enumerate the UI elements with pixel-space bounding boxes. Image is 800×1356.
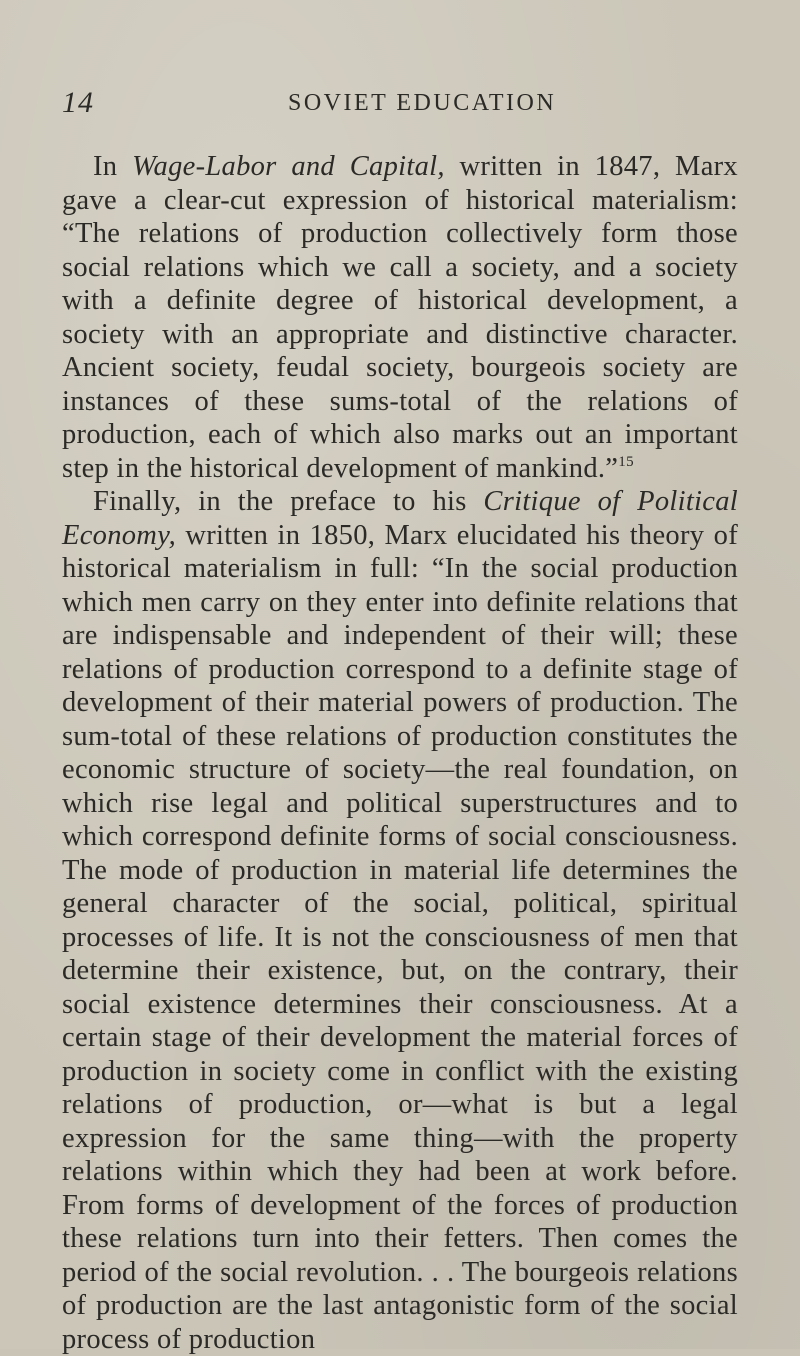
book-title-wage-labor: Wage-Labor and Capital, <box>132 151 445 182</box>
body-text <box>62 150 738 1356</box>
footnote-marker: 15 <box>618 453 634 470</box>
paragraph-text: written in 1850, Marx elucidated his theory of historical materialism in full: “In the social production which men carry on they enter into definite relations that are indispensable and independent of their will; these relations of production correspond to a definite stage of development of their material powers of production. The sum-total of these relations of production constitutes the economic structure of society—the real foundation, on which rise legal and political superstructures and to which correspond definite forms of social consciousness. The mode of production in material life determines the general character of the social, political, spiritual processes of life. It is not the consciousness of men that determine their existence, but, on the contrary, their social existence determines their consciousness. At a certain stage of their development the material forces of production in society come in conflict with the existing relations of production, or—what is but a legal expression for the same thing—with the property relations within which they had been at work before. From forms of development of the forces of production these relations turn into their fetters. Then comes the period of the social revolution. . . The bourgeois relations of production are the last antagonistic form of the social process of production <box>62 519 738 1355</box>
running-head <box>62 86 738 126</box>
paragraph-text: In <box>93 151 133 182</box>
paragraph-critique <box>62 485 738 1356</box>
paragraph-text: written in 1847, Marx gave a clear-cut expression of historical materialism: “The relations of production collectively form those social relations which we call a society, and a society with a definite degree of historical development, a society with an appropriate and distinctive character. Ancient society, feudal society, bourgeois society are instances of these sums-total of the relations of production, each of which also marks out an important step in the historical development of mankind.” <box>62 151 738 484</box>
book-title-critique: Critique of Political Economy, <box>62 486 738 551</box>
running-head-title: SOVIET EDUCATION <box>288 90 557 116</box>
paragraph-wage-labor <box>62 150 738 485</box>
paragraph-text: Finally, in the preface to his <box>93 486 484 517</box>
page-number: 14 <box>62 86 94 119</box>
